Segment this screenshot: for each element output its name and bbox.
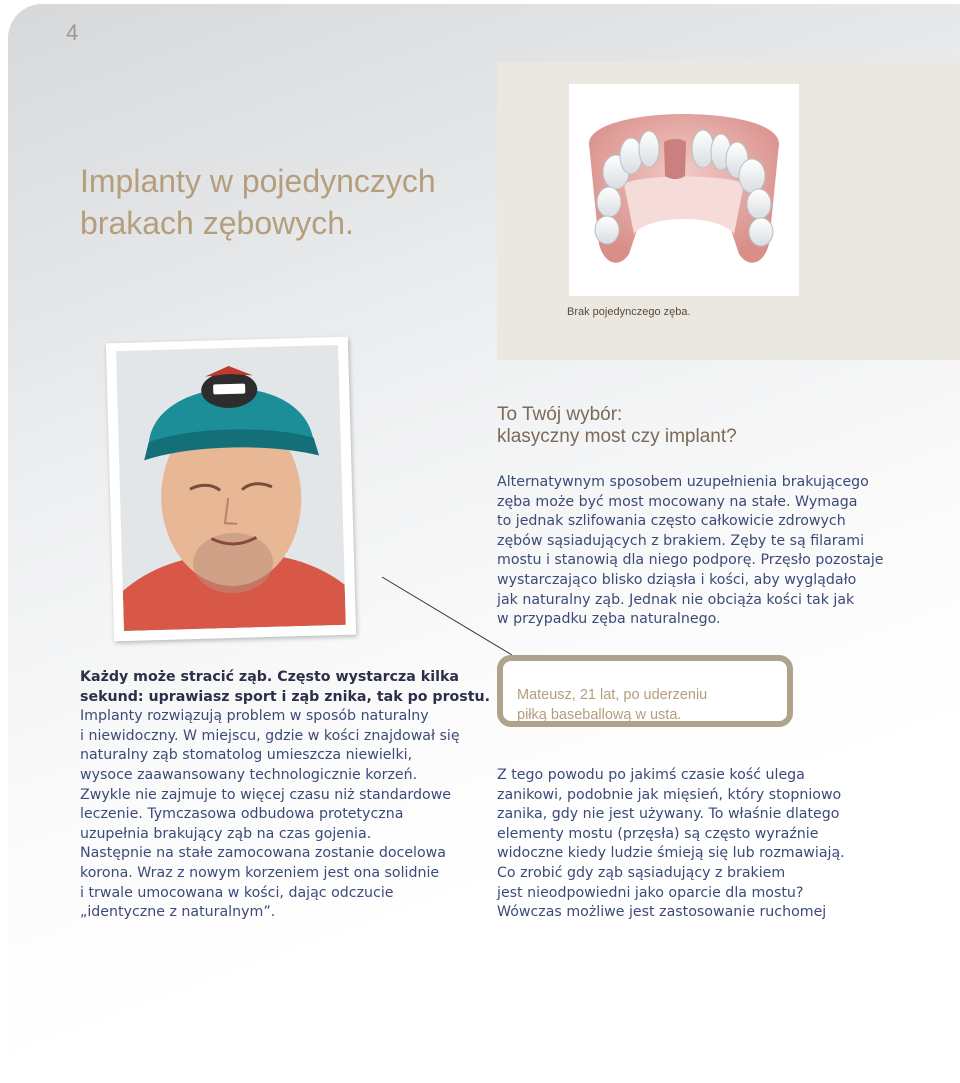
page-number: 4: [66, 20, 79, 45]
text-line: Następnie na stałe zamocowana zostanie docelowa: [80, 845, 446, 862]
text-line: korona. Wraz z nowym korzeniem jest ona solidnie: [80, 864, 440, 881]
text-line: elementy mostu (przęsła) są często wyraźnie: [497, 825, 819, 842]
text-line: wystarczająco blisko dziąsła i kości, aby wyglądało: [497, 571, 857, 588]
title-line: Implanty w pojedynczych: [80, 163, 436, 199]
text-line: zębów sąsiadujących z brakiem. Zęby te są filarami: [497, 532, 865, 549]
text-line: jak naturalny ząb. Jednak nie obciąża kości tak jak: [497, 591, 855, 608]
text-line: naturalny ząb stomatolog umieszcza niewielki,: [80, 747, 413, 764]
caption-line: piłką baseballową w usta.: [517, 707, 682, 723]
title-line: brakach zębowych.: [80, 205, 354, 241]
figure-caption: Brak pojedynczego zęba.: [567, 306, 691, 318]
heading-line: To Twój wybór:: [497, 404, 623, 425]
text-line: „identyczne z naturalnym”.: [80, 904, 276, 921]
text-line: Wówczas możliwe jest zastosowanie ruchomej: [497, 904, 827, 921]
intro-bold-line: sekund: uprawiasz sport i ząb znika, tak po prostu.: [80, 688, 491, 705]
text-line: i trwale umocowana w kości, dając odczucie: [80, 884, 394, 901]
text-line: i niewidoczny. W miejscu, gdzie w kości znajdował się: [80, 727, 460, 744]
intro-bold-line: Każdy może stracić ząb. Często wystarcza kilka: [80, 669, 459, 685]
heading-line: klasyczny most czy implant?: [497, 426, 737, 447]
caption-line: Mateusz, 21 lat, po uderzeniu: [517, 687, 708, 703]
photo-caption-box: [497, 655, 793, 727]
text-line: wysoce zaawansowany technologicznie korzeń.: [80, 766, 418, 783]
text-line: to jednak szlifowania często całkowicie zdrowych: [497, 513, 846, 530]
text-line: zanika, gdy nie jest używany. To właśnie dlatego: [497, 806, 840, 823]
text-line: zęba może być most mocowany na stałe. Wymaga: [497, 493, 858, 510]
text-line: Implanty rozwiązują problem w sposób naturalny: [80, 708, 429, 725]
text-line: w przypadku zęba naturalnego.: [497, 611, 721, 628]
right-paragraph-2: [497, 766, 897, 923]
text-line: Z tego powodu po jakimś czasie kość ulega: [497, 767, 805, 783]
text-line: mostu i stanowią dla niego podporę. Przęsło pozostaje: [497, 552, 884, 569]
text-line: Alternatywnym sposobem uzupełnienia brakującego: [497, 474, 869, 490]
text-line: zanikowi, podobnie jak mięsień, który stopniowo: [497, 786, 842, 803]
text-line: uzupełnia brakujący ząb na czas gojenia.: [80, 825, 372, 842]
right-paragraph-1: [497, 473, 887, 630]
section-heading: [497, 404, 737, 448]
text-line: leczenie. Tymczasowa odbudowa protetyczna: [80, 806, 404, 823]
left-paragraph: [80, 668, 491, 923]
text-line: widoczne kiedy ludzie śmieją się lub rozmawiają.: [497, 845, 845, 862]
text-line: Zwykle nie zajmuje to więcej czasu niż standardowe: [80, 786, 452, 803]
text-line: Co zrobić gdy ząb sąsiadujący z brakiem: [497, 864, 786, 881]
text-line: jest nieodpowiedni jako oparcie dla mostu?: [497, 884, 804, 901]
